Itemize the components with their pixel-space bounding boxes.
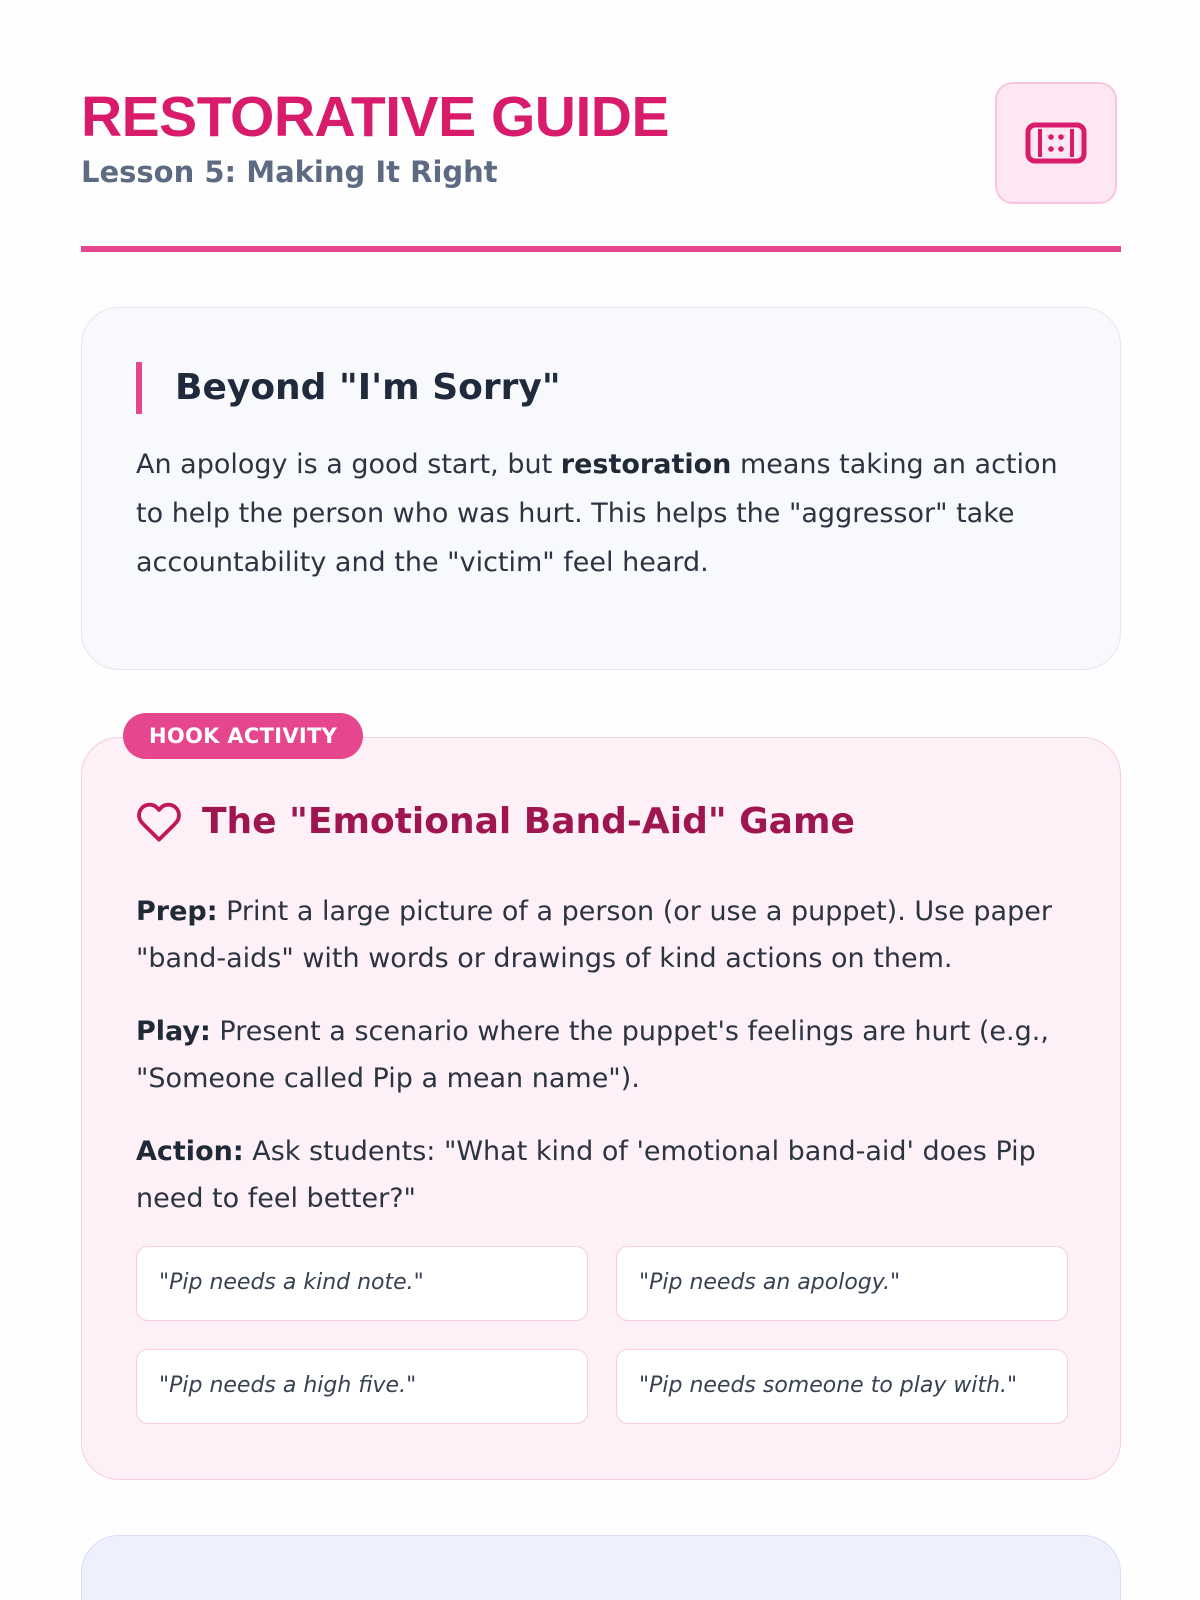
bandage-icon [995,82,1117,204]
example-answers [136,1246,1076,1424]
heart-icon [136,799,182,845]
prep-text: Print a large picture of a person (or use a puppet). Use paper "band-aids" with words or drawings of kind actions on them. [136,896,1052,974]
action-text: Ask students: "What kind of 'emotional band-aid' does Pip need to feel better?" [136,1136,1036,1214]
page-header [81,82,1121,254]
intro-text-end: means taking an action to help the person who was hurt. This helps the "aggressor" take accountability and the "victim" feel heard. [136,449,1058,578]
intro-card [81,307,1121,670]
hook-activity-card [81,737,1121,1480]
play-instruction [136,1008,1076,1102]
intro-text-bold: restoration [560,449,732,480]
hook-title-row [136,796,855,848]
play-text: Present a scenario where the puppet's feelings are hurt (e.g., "Someone called Pip a mean name"). [136,1016,1049,1094]
example-answer: "Pip needs a kind note." [136,1246,588,1321]
action-instruction [136,1128,1076,1222]
hook-title: The "Emotional Band-Aid" Game [202,801,855,842]
prep-label: Prep: [136,896,218,927]
page-title: RESTORATIVE GUIDE [81,85,669,149]
example-answer: "Pip needs someone to play with." [616,1349,1068,1424]
lesson-subtitle: Lesson 5: Making It Right [81,155,498,189]
prep-instruction [136,888,1076,982]
action-label: Action: [136,1136,244,1167]
intro-heading: Beyond "I'm Sorry" [136,362,561,414]
example-answer: "Pip needs a high five." [136,1349,588,1424]
next-section-card [81,1535,1121,1600]
intro-text [136,440,1076,587]
play-label: Play: [136,1016,211,1047]
example-answer: "Pip needs an apology." [616,1246,1068,1321]
hook-activity-badge: HOOK ACTIVITY [123,713,363,759]
header-divider [81,246,1121,252]
intro-text-start: An apology is a good start, but [136,449,561,480]
